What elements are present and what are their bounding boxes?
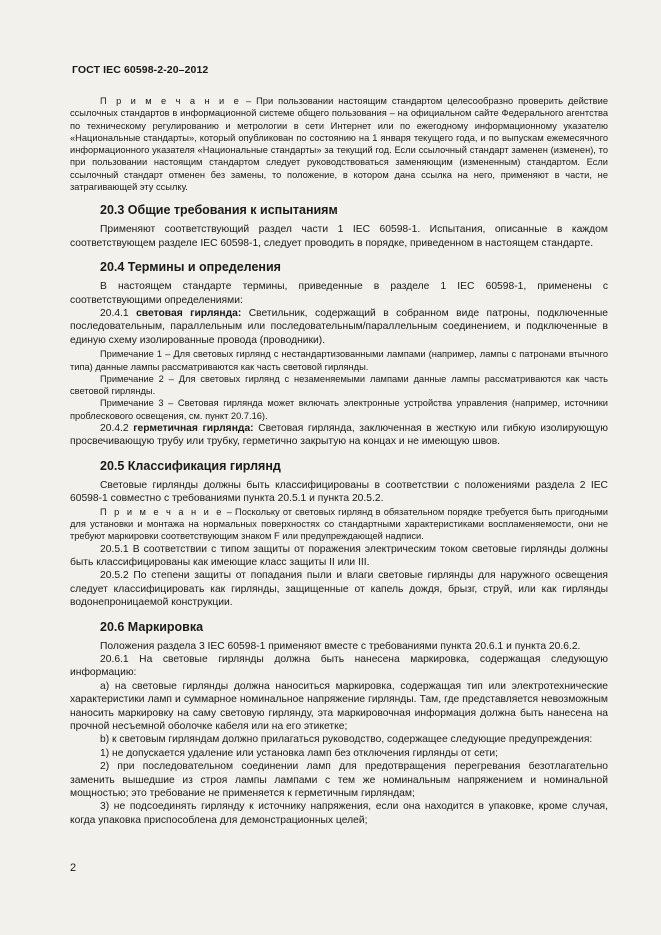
warning-1: 1) не допускается удаление или установка ламп без отключения гирлянды от сети;: [100, 747, 498, 759]
note-label: П р и м е ч а н и е: [100, 506, 224, 517]
term-definition: Светильник, содержащий в собранном виде патроны, подключенные последовательным, параллельным или последовательным/параллельным соединением, и подключенные в единую схему изолированные провода (проводники).: [70, 308, 608, 346]
warning-2: 2) при последовательном соединении ламп для предотвращения перегревания безотлагательно заменить вышедшие из строя лампы лампами с тем же номинальным напряжением и номинальной мощностью; это требование не применяется к герметичным гирляндам;: [70, 761, 608, 800]
term-20-4-1: [70, 307, 608, 347]
note-text: – Поскольку от световых гирлянд в обязательном порядке требуется быть пригодными для установки и монтажа на нормальных поверхностях со стандартными характеристиками воспламеняемости, они не требуют маркировки соответствующим знаком F или предупреждающей надписи.: [70, 506, 608, 542]
term-definition: Световая гирлянда, заключенная в жесткую или гибкую изолирующую просвечивающую трубу или трубку, герметично закрытую на концах и не имеющую швов.: [70, 423, 608, 448]
section-20-4-intro: В настоящем стандарте термины, приведенные в разделе 1 IEC 60598-1, применены с соответствующими определениями:: [70, 281, 608, 306]
clause-20-5-1: 20.5.1 В соответствии с типом защиты от поражения электрическим током световые гирлянды должны быть классифицированы как имеющие класс защиты II или III.: [70, 543, 608, 568]
note-label: П р и м е ч а н и е: [100, 96, 241, 106]
term-note-2: Примечание 2 – Для световых гирлянд с незаменяемыми лампами данные лампы рассматриваются как часть световой гирлянды.: [70, 373, 608, 397]
page-number: 2: [70, 862, 77, 874]
term-note-3: Примечание 3 – Световая гирлянда может включать электронные устройства управления (например, источники проблескового освещения, см. пункт 20.7.16).: [70, 398, 608, 421]
term-20-4-2: [70, 422, 608, 449]
section-20-3-paragraph: Применяют соответствующий раздел части 1 IEC 60598-1. Испытания, описанные в каждом соответствующем разделе IEC 60598-1, следует проводить в порядке, приведенном в настоящем стандарте.: [70, 224, 608, 249]
section-20-5-note: [70, 506, 608, 543]
term-name: световая гирлянда:: [136, 308, 242, 319]
clause-20-5-2: 20.5.2 По степени защиты от попадания пыли и влаги световые гирлянды для наружного освещения следует классифицировать как гирлянды, защищенные от капель дождя, брызг, струй, или как гирлянды водонепроницаемой конструкции.: [70, 570, 608, 609]
clause-20-6-1: 20.6.1 На световые гирлянды должна быть нанесена маркировка, содержащая следующую информацию:: [70, 653, 608, 679]
term-note-1: Примечание 1 – Для световых гирлянд с нестандартизованными лампами (например, лампы с патронами втычного типа) данные лампы рассматриваются как часть световой гирлянды.: [70, 349, 608, 372]
note-text: – При пользовании настоящим стандартом целесообразно проверить действие ссылочных стандартов в информационной системе общего пользования – на официальном сайте Федерального агентства по техническому регулированию и метрологии в сети Интернет или по ежегодному информационному указателю «Национальные стандарты», который опубликован по состоянию на 1 января текущего года, и по выпускам ежемесячного информационного указателя «Национальные стандарты» за текущий год. Если ссылочный стандарт заменен (изменен), то при пользовании настоящим стандартом следует руководствоваться заменяющим (измененным) стандартом. Если ссылочный стандарт отменен без замены, то положение, в котором дана ссылка на него, применяют в части, не затрагивающей эту ссылку.: [70, 96, 608, 193]
warning-3: 3) не подсоединять гирлянду к источнику напряжения, если она находится в упаковке, кроме случая, когда упаковка приспособлена для демонстрационных целей;: [70, 801, 608, 826]
intro-note: [70, 95, 608, 193]
item-a: а) на световые гирлянды должна наноситься маркировка, содержащая тип или электротехнические характеристики ламп и суммарное номинальное напряжение гирлянды. Там, где представляется невозможным наносить маркировку на саму световую гирлянду, эта маркировочная информация должна быть нанесена на прочной несъемной оболочке кабеля или на его этикетке;: [70, 680, 608, 732]
section-20-4-title: 20.4 Термины и определения: [100, 260, 281, 275]
section-20-6-title: 20.6 Маркировка: [100, 619, 204, 634]
document-header: ГОСТ IEC 60598-2-20–2012: [72, 64, 209, 76]
document-content: [70, 95, 608, 827]
section-20-5-paragraph: Световые гирлянды должны быть классифицированы в соответствии с положениями раздела 2 IEC 60598-1 совместно с требованиями пункта 20.5.1 и пункта 20.5.2.: [70, 479, 608, 505]
term-name: герметичная гирлянда:: [133, 423, 254, 434]
section-20-3-title: 20.3 Общие требования к испытаниям: [100, 203, 338, 218]
section-20-6-paragraph: Положения раздела 3 IEC 60598-1 применяют вместе с требованиями пункта 20.6.1 и пункта 20.6.2.: [100, 640, 581, 652]
term-number: 20.4.2: [100, 423, 134, 434]
term-number: 20.4.1: [100, 308, 137, 319]
section-20-5-title: 20.5 Классификация гирлянд: [100, 458, 281, 473]
item-b: b) к световым гирляндам должно прилагаться руководство, содержащее следующие предупреждения:: [100, 734, 593, 746]
